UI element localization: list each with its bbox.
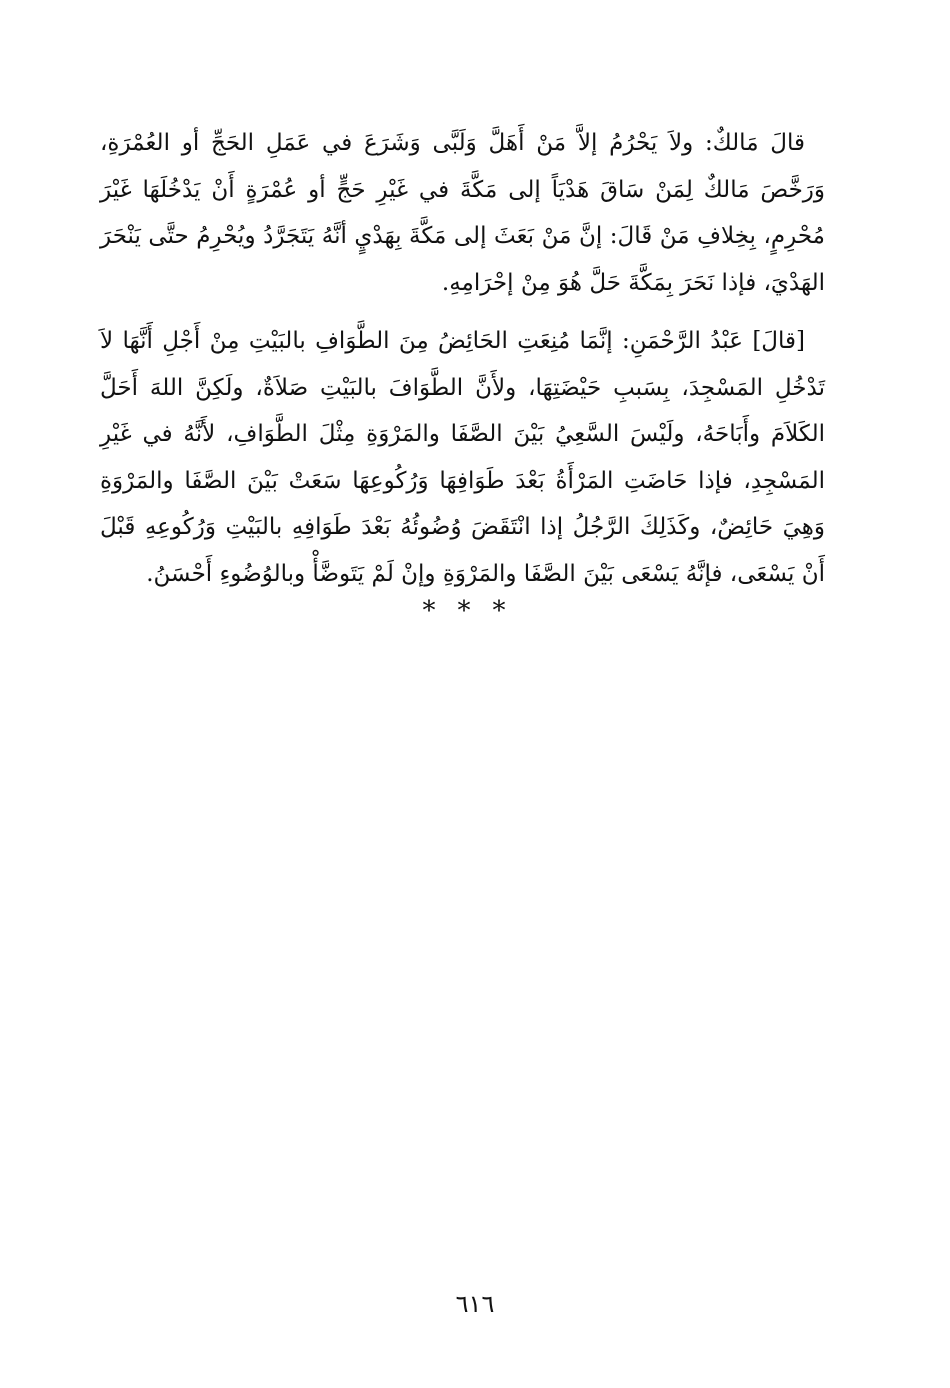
paragraph-maalik: قالَ مَالكٌ: ولاَ يَحْرُمُ إلاَّ مَنْ أَهَلَّ وَلَبَّى وَشَرَعَ في عَمَلِ الحَجِّ أو العُمْرَةِ، وَرَخَّصَ مَالكٌ لِمَنْ سَاقَ هَدْيَاً إلى مَكَّةَ في غَيْرِ حَجٍّ أو عُمْرَةٍ أَنْ يَدْخُلَهَا غَيْرَ مُحْرِمٍ، بِخِلافِ مَنْ قَالَ: إنَّ مَنْ بَعَثَ إلى مَكَّةَ بِهَدْيٍ أنَّهُ يَتَجَرَّدُ ويُحْرِمُ حتَّى يَنْحَرَ الهَدْيَ، فإذا نَحَرَ بِمَكَّةَ حَلَّ هُوَ مِنْ إحْرَامِهِ.	[100, 130, 825, 296]
section-separator: ***	[422, 596, 528, 626]
paragraph-abd-al-rahman: [قالَ] عَبْدُ الرَّحْمَنِ: إنَّمَا مُنِعَتِ الحَائِضُ مِنَ الطَّوَافِ بالبَيْتِ مِنْ أَجْلِ أَنَّهَا لاَ تَدْخُلِ المَسْجِدَ، بِسَببِ حَيْضَتِهَا، ولأَنَّ الطَّوَافَ بالبَيْتِ صَلاَةٌ، ولَكِنَّ اللهَ أَحَلَّ الكَلاَمَ وأَبَاحَهُ، ولَيْسَ السَّعِيُ بَيْنَ الصَّفَا والمَرْوَةِ مِثْلَ الطَّوَافِ، لأَنَّهُ في غَيْرِ المَسْجِدِ، فإذا حَاضَتِ المَرْأَةُ بَعْدَ طَوَافِهَا وَرُكُوعِهَا سَعَتْ بَيْنَ الصَّفَا والمَرْوَةِ وَهِيَ حَائِضٌ، وكَذَلِكَ الرَّجُلُ إذا انْتَقَضَ وُضُوئُهُ بَعْدَ طَوَافِهِ بالبَيْتِ وَرُكُوعِهِ قَبْلَ أَنْ يَسْعَى، فإنَّهُ يَسْعَى بَيْنَ الصَّفَا والمَرْوَةِ وإنْ لَمْ يَتَوضَّأْ وبالوُضُوءِ أَحْسَنُ.	[100, 328, 825, 587]
page-number: ٦١٦	[455, 1290, 495, 1318]
body-text	[100, 120, 825, 609]
